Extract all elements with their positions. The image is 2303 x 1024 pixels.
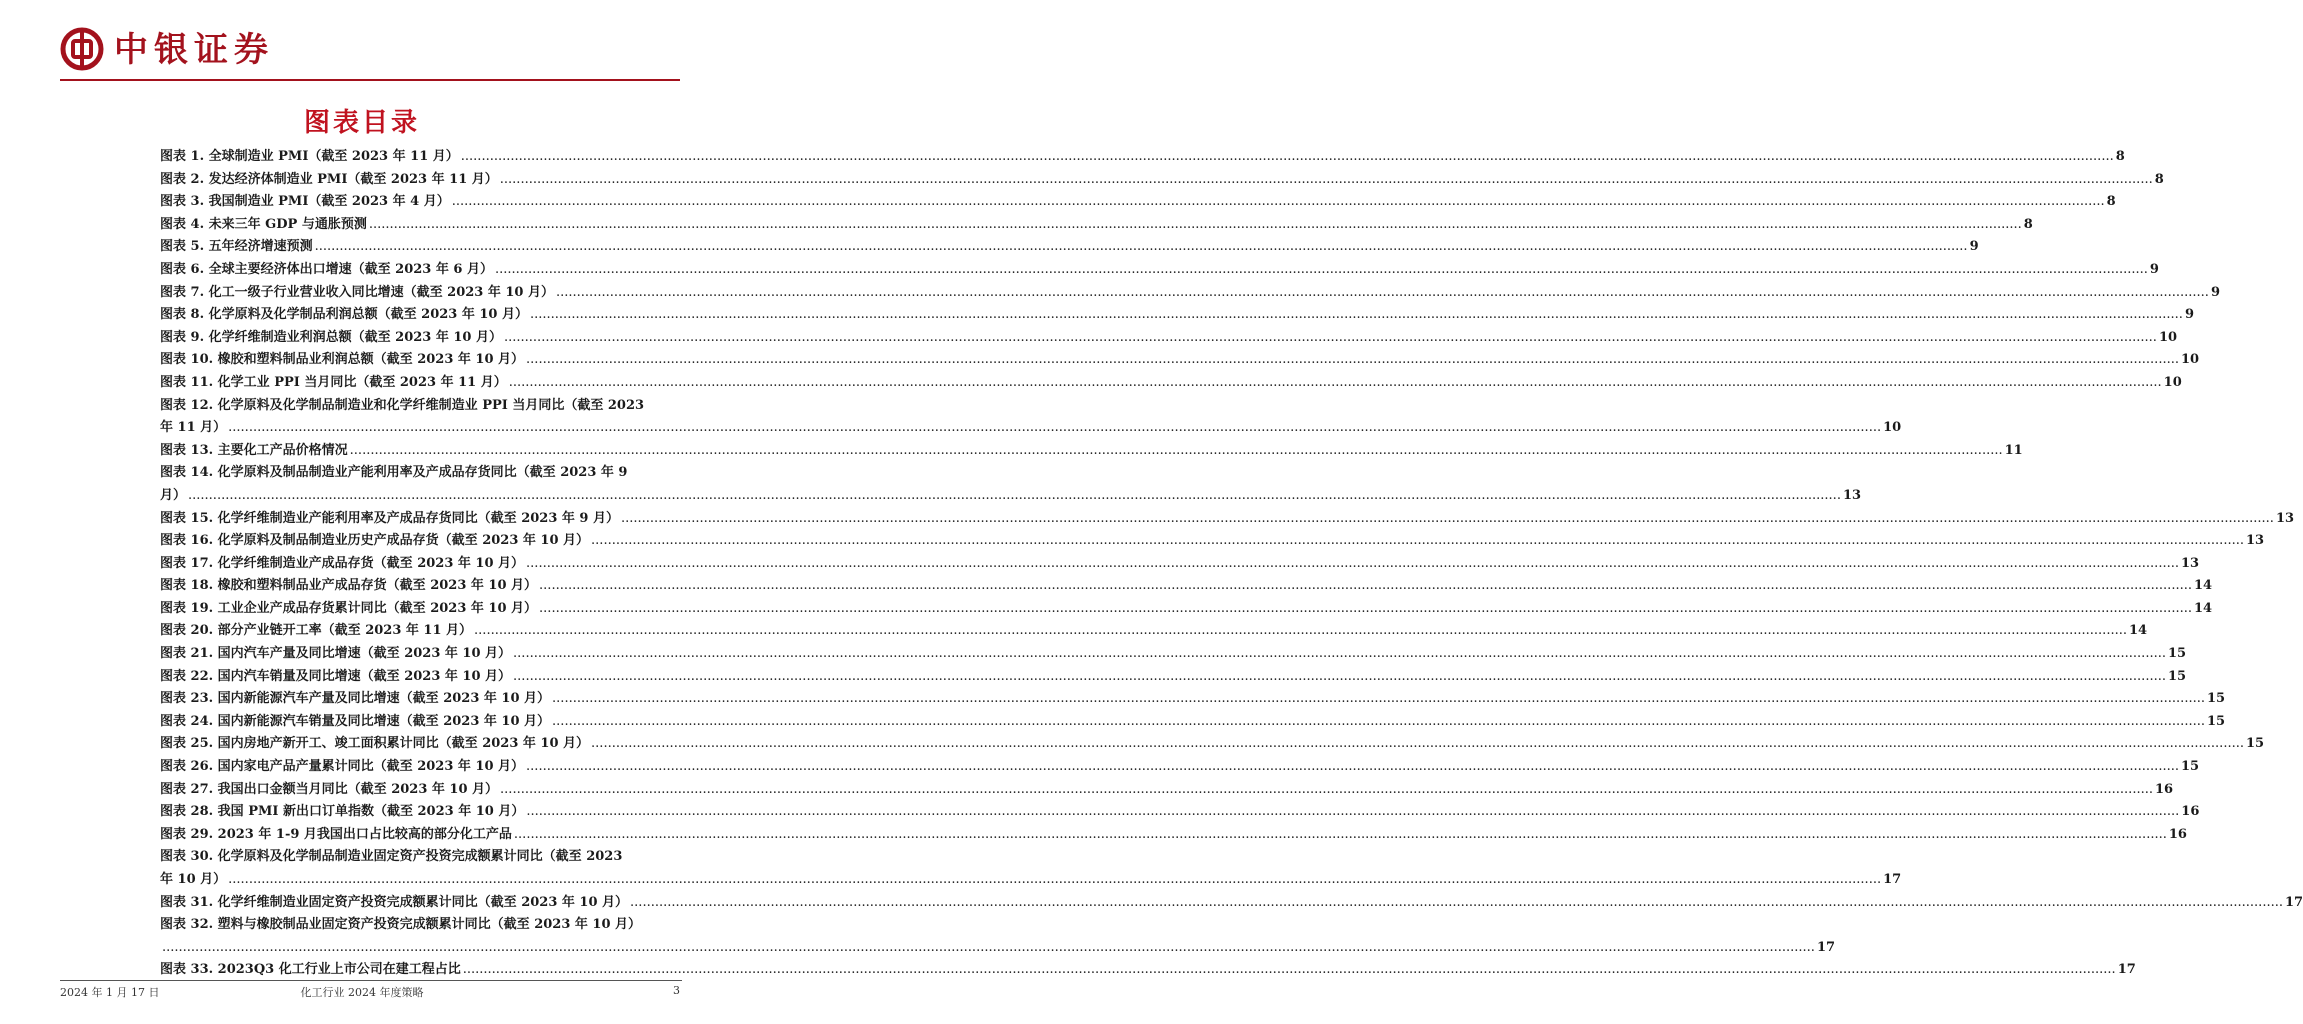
toc-entry-page: 17 xyxy=(2117,962,2136,978)
dot-leader: ................................................................................................................................................................................................................................................................................................................................................................................................................ xyxy=(513,826,2167,842)
toc-entry[interactable] xyxy=(160,892,2303,915)
toc-entry[interactable] xyxy=(160,666,2187,689)
toc-entry-page: 8 xyxy=(2106,194,2116,210)
toc-entry[interactable] xyxy=(160,959,2136,982)
toc-entry[interactable] xyxy=(160,349,2200,372)
toc-entry-label: 图表 32. 塑料与橡胶制品业固定资产投资完成额累计同比（截至 2023 年 10 月） xyxy=(160,917,642,933)
toc-entry-label: 图表 27. 我国出口金额当月同比（截至 2023 年 10 月） xyxy=(160,781,499,797)
toc-entry-page: 9 xyxy=(2149,261,2159,277)
dot-leader: ................................................................................................................................................................................................................................................................................................................................................................................................................ xyxy=(451,194,2105,210)
toc-entry-page: 13 xyxy=(2180,555,2200,571)
toc-entry[interactable] xyxy=(160,846,1902,891)
toc-entry-label: 图表 3. 我国制造业 PMI（截至 2023 年 4 月） xyxy=(160,194,450,210)
toc-entry[interactable] xyxy=(160,259,2159,282)
toc-entry[interactable] xyxy=(160,688,2226,711)
toc-entry-page: 10 xyxy=(2163,374,2182,390)
toc-entry[interactable] xyxy=(160,508,2295,531)
toc-entry-page: 17 xyxy=(1816,939,1836,955)
toc-entry-label: 图表 9. 化学纤维制造业利润总额（截至 2023 年 10 月） xyxy=(160,329,502,345)
footer-divider xyxy=(60,980,682,981)
toc-entry[interactable] xyxy=(160,214,2033,237)
dot-leader: ................................................................................................................................................................................................................................................................................................................................................................................................................ xyxy=(314,239,1968,255)
toc-entry-label: 图表 5. 五年经济增速预测 xyxy=(160,239,313,255)
toc-entry-label: 图表 20. 部分产业链开工率（截至 2023 年 11 月） xyxy=(160,623,473,639)
dot-leader: ................................................................................................................................................................................................................................................................................................................................................................................................................ xyxy=(368,216,2022,232)
dot-leader: ................................................................................................................................................................................................................................................................................................................................................................................................................ xyxy=(494,261,2148,277)
toc-entry-label: 图表 22. 国内汽车销量及同比增速（截至 2023 年 10 月） xyxy=(160,668,512,684)
toc-entry-page: 17 xyxy=(2284,894,2303,910)
dot-leader: ................................................................................................................................................................................................................................................................................................................................................................................................................ xyxy=(228,872,1882,887)
toc-entry-label: 图表 8. 化学原料及化学制品利润总额（截至 2023 年 10 月） xyxy=(160,307,528,323)
toc-entry[interactable] xyxy=(160,711,2226,734)
toc-entry-page: 14 xyxy=(2193,578,2213,594)
dot-leader: ................................................................................................................................................................................................................................................................................................................................................................................................................ xyxy=(591,533,2244,549)
toc-entry-page: 14 xyxy=(2193,600,2213,616)
dot-leader: ................................................................................................................................................................................................................................................................................................................................................................................................................ xyxy=(530,307,2183,323)
toc-entry[interactable] xyxy=(160,756,2200,779)
toc-entry-page: 9 xyxy=(2184,307,2194,323)
toc-entry-label: 图表 19. 工业企业产成品存货累计同比（截至 2023 年 10 月） xyxy=(160,600,538,616)
toc-entry-page: 15 xyxy=(2180,759,2200,775)
footer-page-number: 3 xyxy=(673,984,680,997)
page-title: 图表目录 xyxy=(303,108,420,138)
toc-entry-label-continued: 年 11 月） xyxy=(160,420,227,436)
toc-entry-label: 图表 33. 2023Q3 化工行业上市公司在建工程占比 xyxy=(160,962,461,978)
dot-leader: ................................................................................................................................................................................................................................................................................................................................................................................................................ xyxy=(526,555,2179,571)
toc-entry-page: 9 xyxy=(1969,239,1979,255)
toc-entry[interactable] xyxy=(160,191,2116,214)
dot-leader: ................................................................................................................................................................................................................................................................................................................................................................................................................ xyxy=(526,804,2180,820)
page-header xyxy=(0,0,724,84)
toc-entry-page: 16 xyxy=(2181,804,2200,820)
toc-entry-label: 图表 1. 全球制造业 PMI（截至 2023 年 11 月） xyxy=(160,149,459,164)
toc-entry[interactable] xyxy=(160,779,2174,802)
dot-leader: ................................................................................................................................................................................................................................................................................................................................................................................................................ xyxy=(513,646,2166,662)
dot-leader: ................................................................................................................................................................................................................................................................................................................................................................................................................ xyxy=(474,623,2127,639)
dot-leader: ................................................................................................................................................................................................................................................................................................................................................................................................................ xyxy=(552,713,2205,729)
toc-entry-page: 14 xyxy=(2128,623,2148,639)
toc-entry-page: 10 xyxy=(1883,420,1902,436)
toc-entry-label: 图表 18. 橡胶和塑料制品业产成品存货（截至 2023 年 10 月） xyxy=(160,578,538,594)
toc-entry-label-continued: 年 10 月） xyxy=(160,872,227,887)
toc-entry-page: 8 xyxy=(2154,171,2164,187)
toc-entry[interactable] xyxy=(160,620,2148,643)
bank-of-china-logo-icon xyxy=(60,27,104,71)
toc-entry-page: 15 xyxy=(2206,691,2226,707)
toc-entry-page: 13 xyxy=(1842,487,1862,503)
toc-entry[interactable] xyxy=(160,462,1862,507)
toc-entry-label: 图表 15. 化学纤维制造业产能利用率及产成品存货同比（截至 2023 年 9 月） xyxy=(160,510,619,526)
dot-leader: ................................................................................................................................................................................................................................................................................................................................................................................................................ xyxy=(462,962,2116,978)
toc-entry-page: 10 xyxy=(2158,329,2178,345)
dot-leader: ................................................................................................................................................................................................................................................................................................................................................................................................................ xyxy=(621,510,2274,526)
toc-entry-label: 图表 23. 国内新能源汽车产量及同比增速（截至 2023 年 10 月） xyxy=(160,691,551,707)
toc-entry[interactable] xyxy=(160,733,2265,756)
toc-entry-label: 图表 2. 发达经济体制造业 PMI（截至 2023 年 11 月） xyxy=(160,171,498,187)
toc-entry[interactable] xyxy=(160,282,2220,305)
toc-entry-page: 11 xyxy=(2004,442,2023,458)
toc-entry[interactable] xyxy=(160,327,2178,350)
toc-entry-label: 图表 16. 化学原料及制品制造业历史产成品存货（截至 2023 年 10 月） xyxy=(160,533,590,549)
toc-entry-label: 图表 13. 主要化工产品价格情况 xyxy=(160,442,348,458)
toc-entry-label: 图表 28. 我国 PMI 新出口订单指数（截至 2023 年 10 月） xyxy=(160,804,525,820)
toc-entry-label: 图表 6. 全球主要经济体出口增速（截至 2023 年 6 月） xyxy=(160,261,493,277)
toc-entry-page: 16 xyxy=(2168,826,2187,842)
toc-entry[interactable] xyxy=(160,801,2200,824)
toc-entry-page: 16 xyxy=(2154,781,2174,797)
toc-entry-label: 图表 25. 国内房地产新开工、竣工面积累计同比（截至 2023 年 10 月） xyxy=(160,736,590,752)
toc-entry-label: 图表 11. 化学工业 PPI 当月同比（截至 2023 年 11 月） xyxy=(160,374,507,390)
toc-entry-label: 图表 31. 化学纤维制造业固定资产投资完成额累计同比（截至 2023 年 10 月） xyxy=(160,894,629,910)
toc-entry-page: 15 xyxy=(2206,713,2226,729)
toc-entry[interactable] xyxy=(160,643,2187,666)
toc-entry-label: 图表 26. 国内家电产品产量累计同比（截至 2023 年 10 月） xyxy=(160,759,525,775)
toc-entry[interactable] xyxy=(160,440,2023,463)
toc-entry[interactable] xyxy=(160,530,2265,553)
brand-name: 中银证券 xyxy=(114,30,274,70)
toc-entry[interactable] xyxy=(160,372,2182,395)
toc-entry[interactable] xyxy=(160,575,2213,598)
toc-entry-label: 图表 10. 橡胶和塑料制品业利润总额（截至 2023 年 10 月） xyxy=(160,352,525,368)
dot-leader: ................................................................................................................................................................................................................................................................................................................................................................................................................ xyxy=(508,374,2162,390)
dot-leader: ................................................................................................................................................................................................................................................................................................................................................................................................................ xyxy=(460,149,2114,164)
toc-entry[interactable] xyxy=(160,598,2213,621)
toc-entry[interactable] xyxy=(160,553,2200,576)
dot-leader: ................................................................................................................................................................................................................................................................................................................................................................................................................ xyxy=(349,442,2003,458)
toc-entry-label-continued: 月） xyxy=(160,487,187,503)
footer-doc-title: 化工行业 2024 年度策略 xyxy=(300,986,424,999)
toc-entry-page: 9 xyxy=(2210,284,2220,300)
dot-leader: ................................................................................................................................................................................................................................................................................................................................................................................................................ xyxy=(500,781,2153,797)
toc-entry-page: 13 xyxy=(2275,510,2295,526)
toc-entry[interactable] xyxy=(160,914,1836,959)
toc-entry-page: 15 xyxy=(2167,668,2187,684)
toc-entry-label: 图表 7. 化工一级子行业营业收入同比增速（截至 2023 年 10 月） xyxy=(160,284,554,300)
dot-leader: ................................................................................................................................................................................................................................................................................................................................................................................................................ xyxy=(513,668,2166,684)
dot-leader: ................................................................................................................................................................................................................................................................................................................................................................................................................ xyxy=(556,284,2209,300)
toc-entry[interactable] xyxy=(160,304,2194,327)
dot-leader: ................................................................................................................................................................................................................................................................................................................................................................................................................ xyxy=(591,736,2244,752)
toc-entry-label: 图表 12. 化学原料及化学制品制造业和化学纤维制造业 PPI 当月同比（截至 2023 xyxy=(160,397,645,413)
toc-entry-page: 13 xyxy=(2245,533,2265,549)
toc-entry-label: 图表 24. 国内新能源汽车销量及同比增速（截至 2023 年 10 月） xyxy=(160,713,551,729)
toc-entry[interactable] xyxy=(160,146,2125,169)
toc-entry-label: 图表 29. 2023 年 1-9 月我国出口占比较高的部分化工产品 xyxy=(160,826,512,842)
toc-entry-page: 17 xyxy=(1883,872,1902,887)
dot-leader: ................................................................................................................................................................................................................................................................................................................................................................................................................ xyxy=(539,600,2192,616)
table-of-figures xyxy=(160,146,2303,982)
dot-leader: ................................................................................................................................................................................................................................................................................................................................................................................................................ xyxy=(228,420,1882,436)
toc-entry-page: 15 xyxy=(2167,646,2187,662)
toc-entry-label: 图表 4. 未来三年 GDP 与通胀预测 xyxy=(160,216,367,232)
dot-leader: ................................................................................................................................................................................................................................................................................................................................................................................................................ xyxy=(526,759,2179,775)
toc-entry-label: 图表 21. 国内汽车产量及同比增速（截至 2023 年 10 月） xyxy=(160,646,512,662)
dot-leader: ................................................................................................................................................................................................................................................................................................................................................................................................................ xyxy=(630,894,2283,910)
dot-leader: ................................................................................................................................................................................................................................................................................................................................................................................................................ xyxy=(504,329,2157,345)
toc-entry[interactable] xyxy=(160,395,1902,440)
dot-leader: ................................................................................................................................................................................................................................................................................................................................................................................................................ xyxy=(162,939,1815,955)
header-divider xyxy=(60,79,680,81)
footer-date: 2024 年 1 月 17 日 xyxy=(60,986,160,999)
toc-entry-label: 图表 14. 化学原料及制品制造业产能利用率及产成品存货同比（截至 2023 年 9 xyxy=(160,465,628,481)
toc-entry[interactable] xyxy=(160,236,1979,259)
dot-leader: ................................................................................................................................................................................................................................................................................................................................................................................................................ xyxy=(188,487,1841,503)
toc-entry[interactable] xyxy=(160,824,2187,847)
dot-leader: ................................................................................................................................................................................................................................................................................................................................................................................................................ xyxy=(526,352,2179,368)
toc-entry[interactable] xyxy=(160,169,2164,192)
toc-entry-page: 8 xyxy=(2023,216,2033,232)
dot-leader: ................................................................................................................................................................................................................................................................................................................................................................................................................ xyxy=(552,691,2205,707)
toc-entry-page: 10 xyxy=(2180,352,2200,368)
toc-entry-page: 8 xyxy=(2115,149,2125,164)
toc-entry-label: 图表 30. 化学原料及化学制品制造业固定资产投资完成额累计同比（截至 2023 xyxy=(160,849,623,865)
toc-entry-label: 图表 17. 化学纤维制造业产成品存货（截至 2023 年 10 月） xyxy=(160,555,525,571)
dot-leader: ................................................................................................................................................................................................................................................................................................................................................................................................................ xyxy=(539,578,2192,594)
toc-entry-page: 15 xyxy=(2245,736,2265,752)
dot-leader: ................................................................................................................................................................................................................................................................................................................................................................................................................ xyxy=(499,171,2153,187)
